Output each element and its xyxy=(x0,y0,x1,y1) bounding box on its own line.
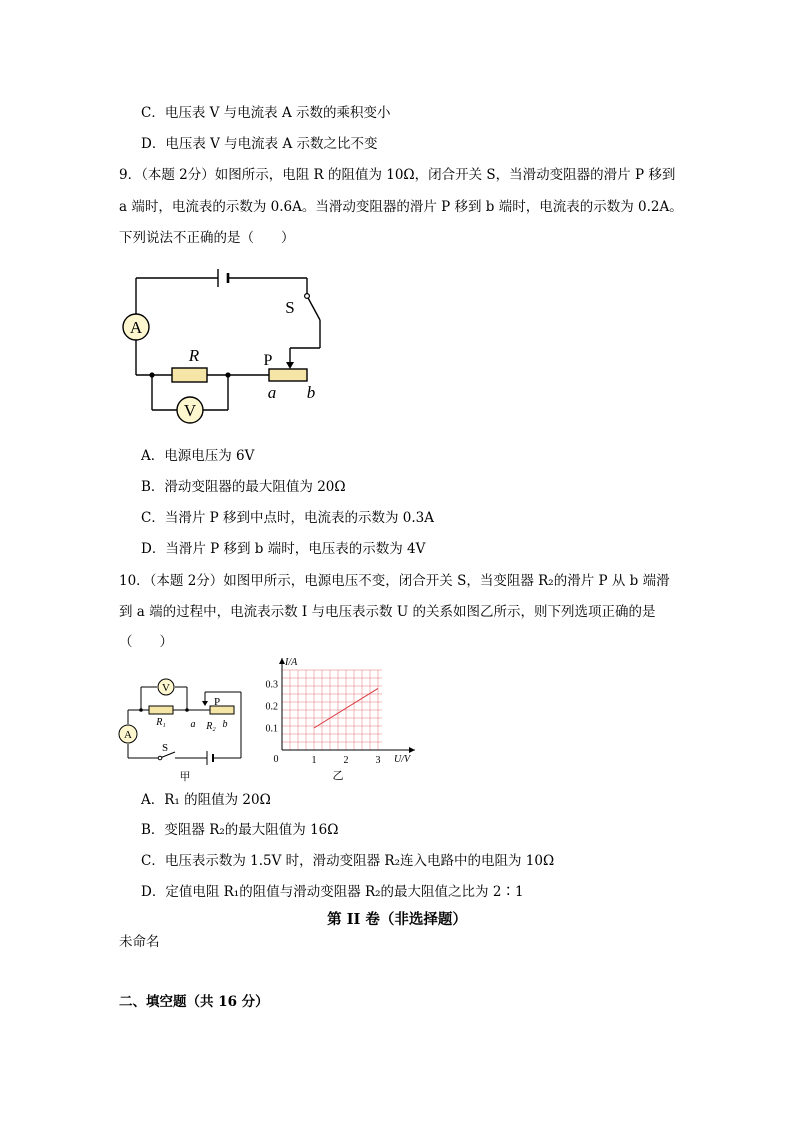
q10-stem-line2: 到 a 端的过程中，电流表示数 I 与电压表示数 U 的关系如图乙所示，则下列选项正确的是 xyxy=(119,604,656,620)
q9-ammeter-label: A xyxy=(129,318,143,337)
graph-caption: 乙 xyxy=(332,770,344,782)
q10-r2-label: R₂ xyxy=(206,721,216,732)
q9-slider-label: P xyxy=(263,352,273,369)
q10-option-a: A．R₁ 的阻值为 20Ω xyxy=(141,792,271,808)
q10-option-b: B．变阻器 R₂的最大阻值为 16Ω xyxy=(141,822,339,838)
x-tick-label: 2 xyxy=(343,755,349,766)
q9-option-a: A．电源电压为 6V xyxy=(141,448,255,464)
q10-switch-label: S xyxy=(161,742,169,754)
q10-r1-label: R₁ xyxy=(156,717,166,728)
q10-stem-line3: （ ） xyxy=(119,634,173,650)
q8-option-d: D．电压表 V 与电流表 A 示数之比不变 xyxy=(141,136,378,152)
section-fill-in-blank: 二、填空题（共 16 分） xyxy=(119,994,269,1010)
q9-end-b-label: b xyxy=(306,383,316,402)
y-tick-label: 0.3 xyxy=(265,679,278,691)
q9-stem-line2: a 端时，电流表的示数为 0.6A。当滑动变阻器的滑片 P 移到 b 端时，电流表的示数为 0.2A。 xyxy=(119,199,683,215)
q10-option-c: C．电压表示数为 1.5V 时，滑动变阻器 R₂连入电路中的电阻为 10Ω xyxy=(141,853,555,869)
x-tick-label: 1 xyxy=(311,755,317,766)
q10-ammeter-label: A xyxy=(124,729,132,741)
y-tick-label: 0.1 xyxy=(265,723,278,735)
x-tick-label: 3 xyxy=(375,755,381,766)
q10-option-d: D．定值电阻 R₁的阻值与滑动变阻器 R₂的最大阻值之比为 2∶1 xyxy=(141,884,524,900)
x-axis-arrow xyxy=(409,747,415,753)
q9-end-a-label: a xyxy=(267,383,277,402)
q10-stem-line1: 10．（本题 2分）如图甲所示，电源电压不变，闭合开关 S，当变阻器 R₂的滑片 P 从 b 端滑 xyxy=(119,573,670,589)
q9-circuit-diagram xyxy=(115,258,335,433)
q10-iu-graph xyxy=(255,652,425,787)
q9-option-d: D．当滑片 P 移到 b 端时，电压表的示数为 4V xyxy=(141,541,426,557)
y-tick-label: 0.2 xyxy=(265,701,278,713)
q9-resistor-label: R xyxy=(188,346,200,365)
q9-option-c: C．当滑片 P 移到中点时，电流表的示数为 0.3A xyxy=(141,510,435,526)
q9-stem-line3: 下列说法不正确的是（ ） xyxy=(119,230,295,246)
q8-option-c: C．电压表 V 与电流表 A 示数的乘积变小 xyxy=(141,105,391,121)
q10-end-b-label: b xyxy=(222,719,228,730)
graph-ylabel: I/A xyxy=(285,657,298,668)
q10-circuit-caption: 甲 xyxy=(179,771,191,783)
q10-end-a-label: a xyxy=(190,719,196,730)
part2-title: 第 II 卷（非选择题） xyxy=(327,911,467,928)
unnamed-label: 未命名 xyxy=(119,934,160,950)
q10-circuit-diagram xyxy=(115,672,255,787)
q9-option-b: B．滑动变阻器的最大阻值为 20Ω xyxy=(141,479,346,495)
q9-switch-label: S xyxy=(285,298,295,317)
q10-slider-label: P xyxy=(213,696,221,708)
graph-origin-label: 0 xyxy=(273,754,279,765)
q9-voltmeter-label: V xyxy=(183,401,197,420)
q10-voltmeter-label: V xyxy=(162,682,170,694)
q9-stem-line1: 9．（本题 2分）如图所示，电阻 R 的阻值为 10Ω，闭合开关 S，当滑动变阻器的滑片 P 移到 xyxy=(119,167,676,183)
graph-xlabel: U/V xyxy=(394,754,411,765)
